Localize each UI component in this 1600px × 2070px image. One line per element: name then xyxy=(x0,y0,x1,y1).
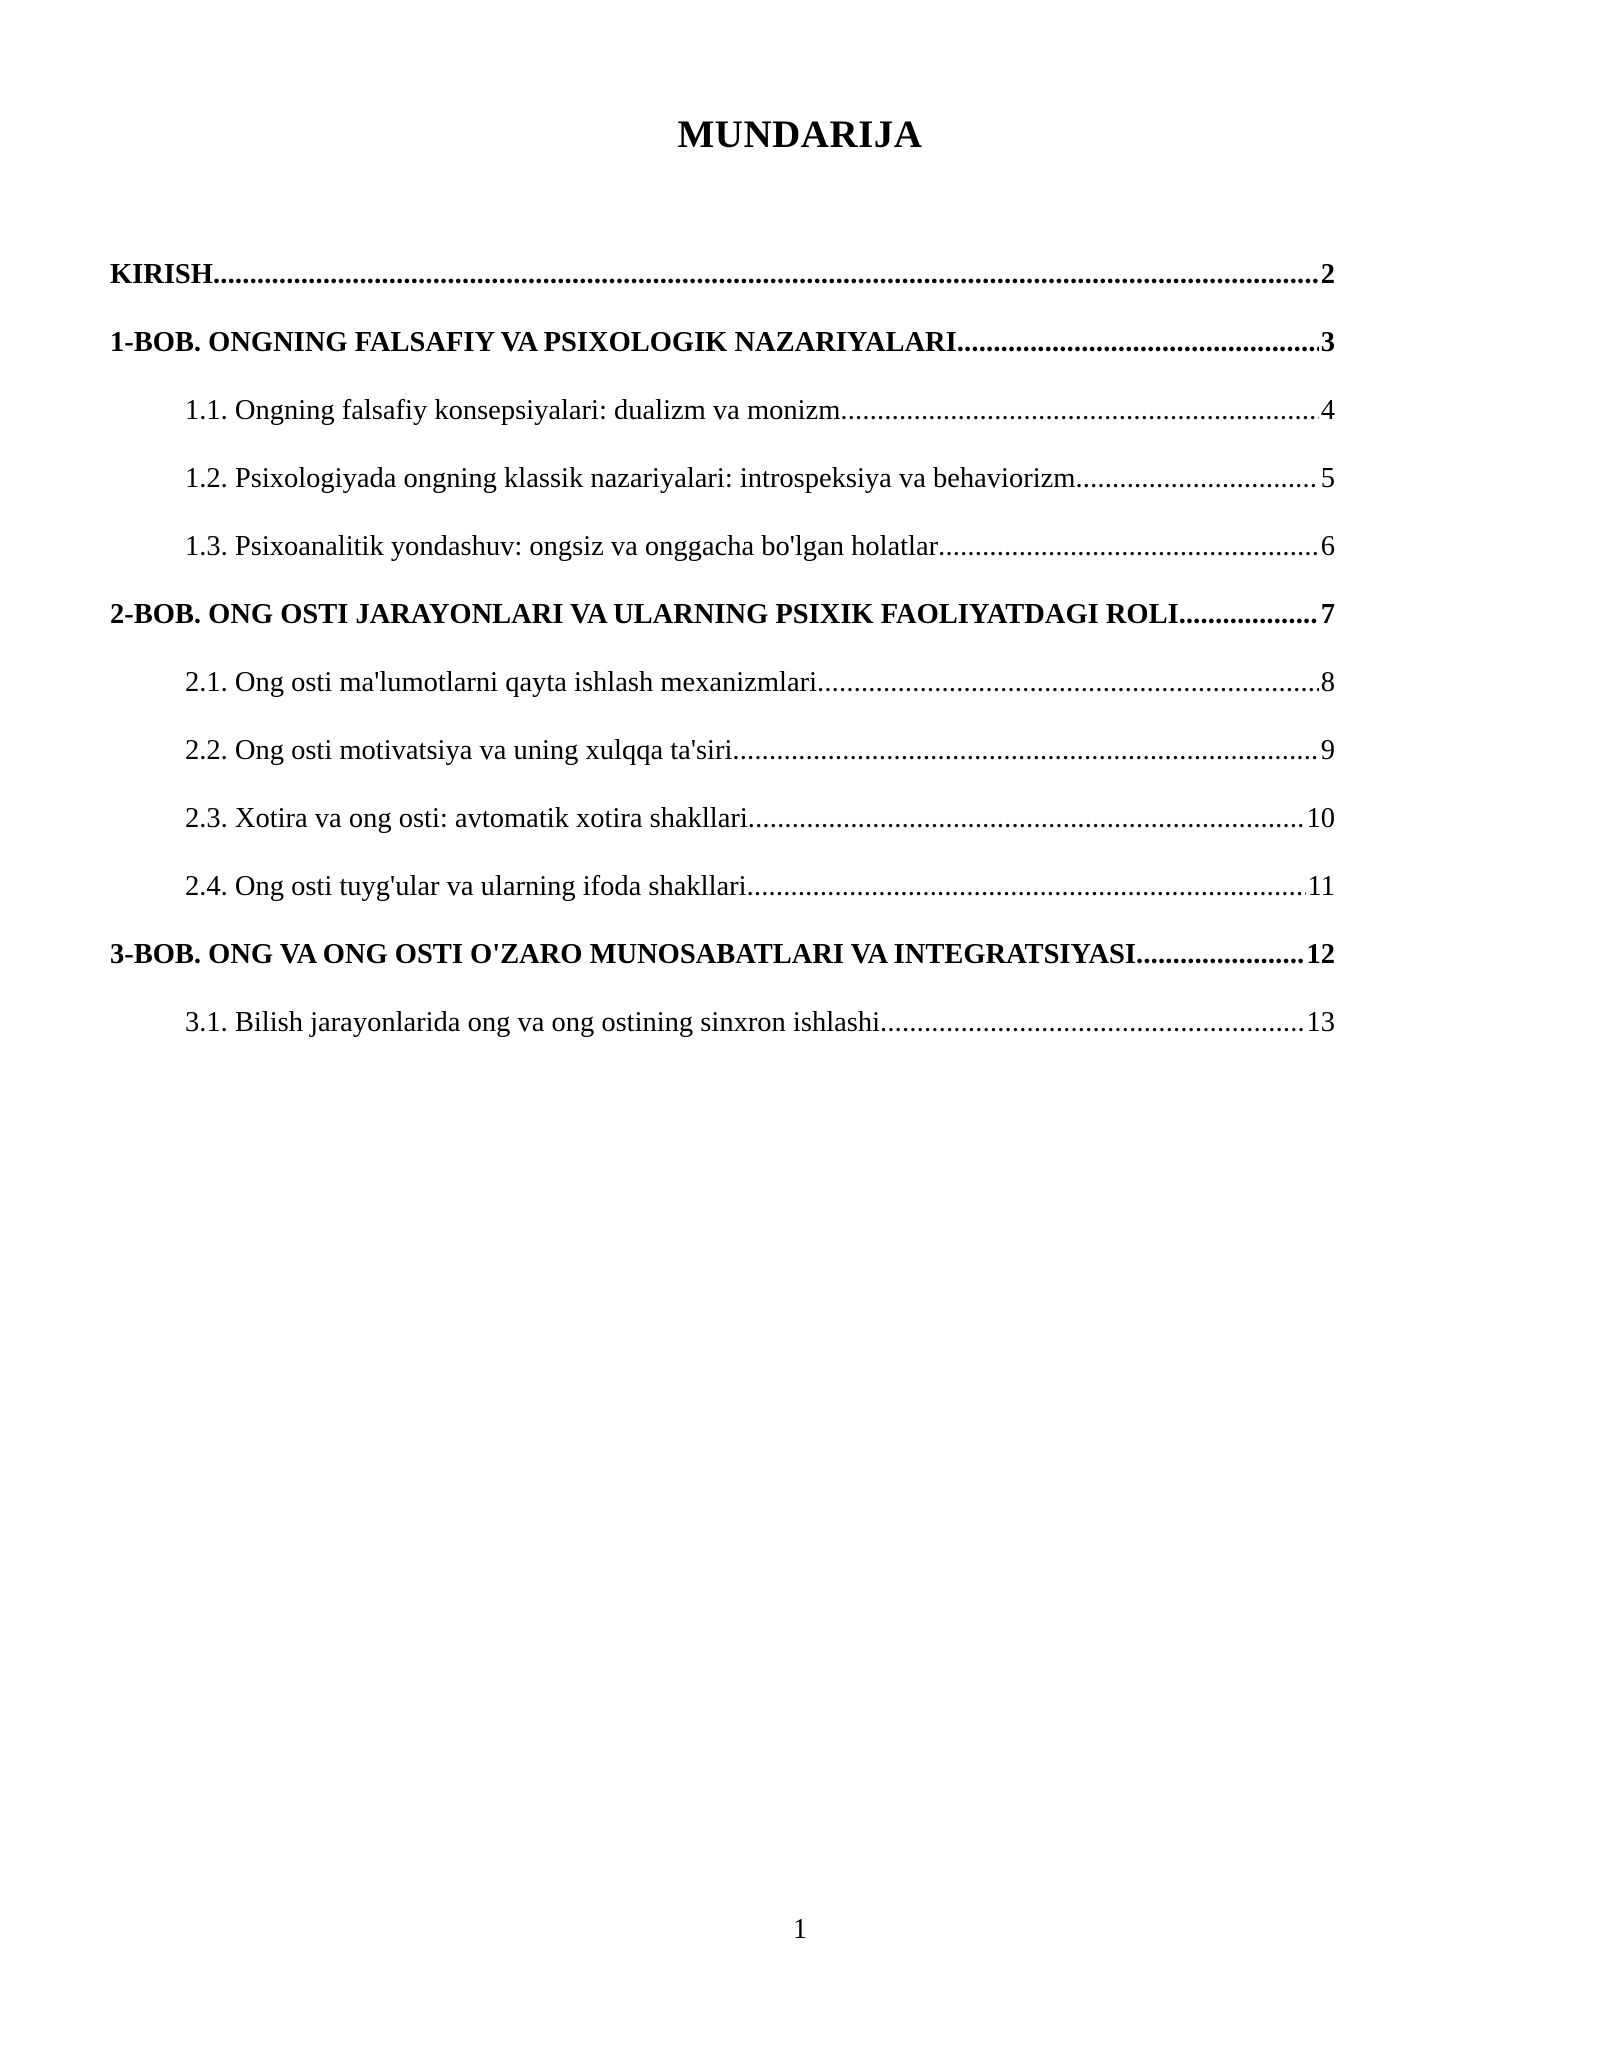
toc-entry[interactable] xyxy=(110,726,1335,794)
toc-entry[interactable] xyxy=(110,930,1335,998)
toc-entry[interactable] xyxy=(110,522,1335,590)
toc-entry-page: 12 xyxy=(1306,939,1335,970)
toc-entry-page: 7 xyxy=(1320,599,1335,630)
toc-entry[interactable] xyxy=(110,454,1335,522)
toc-dot-leader xyxy=(213,250,1319,300)
toc-entry-page: 10 xyxy=(1306,803,1335,834)
toc-dot-leader xyxy=(1075,454,1318,504)
toc-dot-leader xyxy=(748,794,1305,844)
toc-entry-label: 1.1. Ongning falsafiy konsepsiyalari: dualizm va monizm xyxy=(185,395,841,426)
toc-entry-label: 1.2. Psixologiyada ongning klassik nazariyalari: introspeksiya va behaviorizm xyxy=(185,463,1076,494)
toc-entry-label: 2-BOB. ONG OSTI JARAYONLARI VA ULARNING PSIXIK FAOLIYATDAGI ROLI. xyxy=(110,599,1186,630)
toc-dot-leader xyxy=(938,522,1319,572)
toc-entry-page: 5 xyxy=(1320,463,1335,494)
toc-entry-label: 2.2. Ong osti motivatsiya va uning xulqqa ta'siri xyxy=(185,735,733,766)
toc-dot-leader xyxy=(747,862,1306,912)
toc-dot-leader xyxy=(957,318,1319,368)
toc-entry[interactable] xyxy=(110,794,1335,862)
toc-entry-page: 8 xyxy=(1320,667,1335,698)
toc-entry[interactable] xyxy=(110,658,1335,726)
toc-entry-page: 11 xyxy=(1307,871,1335,902)
toc-entry-label: KIRISH xyxy=(110,259,213,290)
toc-entry-page: 2 xyxy=(1320,259,1335,290)
toc-entry-label: 1-BOB. ONGNING FALSAFIY VA PSIXOLOGIK NAZARIYALARI xyxy=(110,327,957,358)
toc-entry[interactable] xyxy=(110,998,1335,1066)
table-of-contents xyxy=(110,250,1335,1066)
toc-dot-leader xyxy=(880,998,1304,1048)
toc-entry[interactable] xyxy=(110,590,1335,658)
toc-dot-leader xyxy=(817,658,1319,708)
toc-entry-page: 13 xyxy=(1306,1007,1335,1038)
toc-entry[interactable] xyxy=(110,318,1335,386)
toc-entry-label: 3-BOB. ONG VA ONG OSTI O'ZARO MUNOSABATLARI VA INTEGRATSIYASI xyxy=(110,939,1136,970)
toc-entry-label: 3.1. Bilish jarayonlarida ong va ong ostining sinxron ishlashi xyxy=(185,1007,881,1038)
page-number: 1 xyxy=(793,1914,807,1945)
toc-dot-leader xyxy=(732,726,1318,776)
toc-entry-label: 2.3. Xotira va ong osti: avtomatik xotira shakllari xyxy=(185,803,748,834)
toc-dot-leader xyxy=(1136,930,1305,980)
toc-entry-page: 6 xyxy=(1320,531,1335,562)
page-title: MUNDARIJA xyxy=(677,113,923,156)
toc-entry[interactable] xyxy=(110,250,1335,318)
toc-entry-page: 3 xyxy=(1320,327,1335,358)
toc-dot-leader xyxy=(1186,590,1319,640)
toc-dot-leader xyxy=(840,386,1318,436)
toc-entry-label: 2.1. Ong osti ma'lumotlarni qayta ishlash mexanizmlari xyxy=(185,667,818,698)
toc-entry-page: 4 xyxy=(1320,395,1335,426)
toc-entry-label: 2.4. Ong osti tuyg'ular va ularning ifoda shakllari xyxy=(185,871,747,902)
toc-entry[interactable] xyxy=(110,386,1335,454)
toc-entry[interactable] xyxy=(110,862,1335,930)
toc-entry-page: 9 xyxy=(1320,735,1335,766)
toc-entry-label: 1.3. Psixoanalitik yondashuv: ongsiz va onggacha bo'lgan holatlar xyxy=(185,531,939,562)
